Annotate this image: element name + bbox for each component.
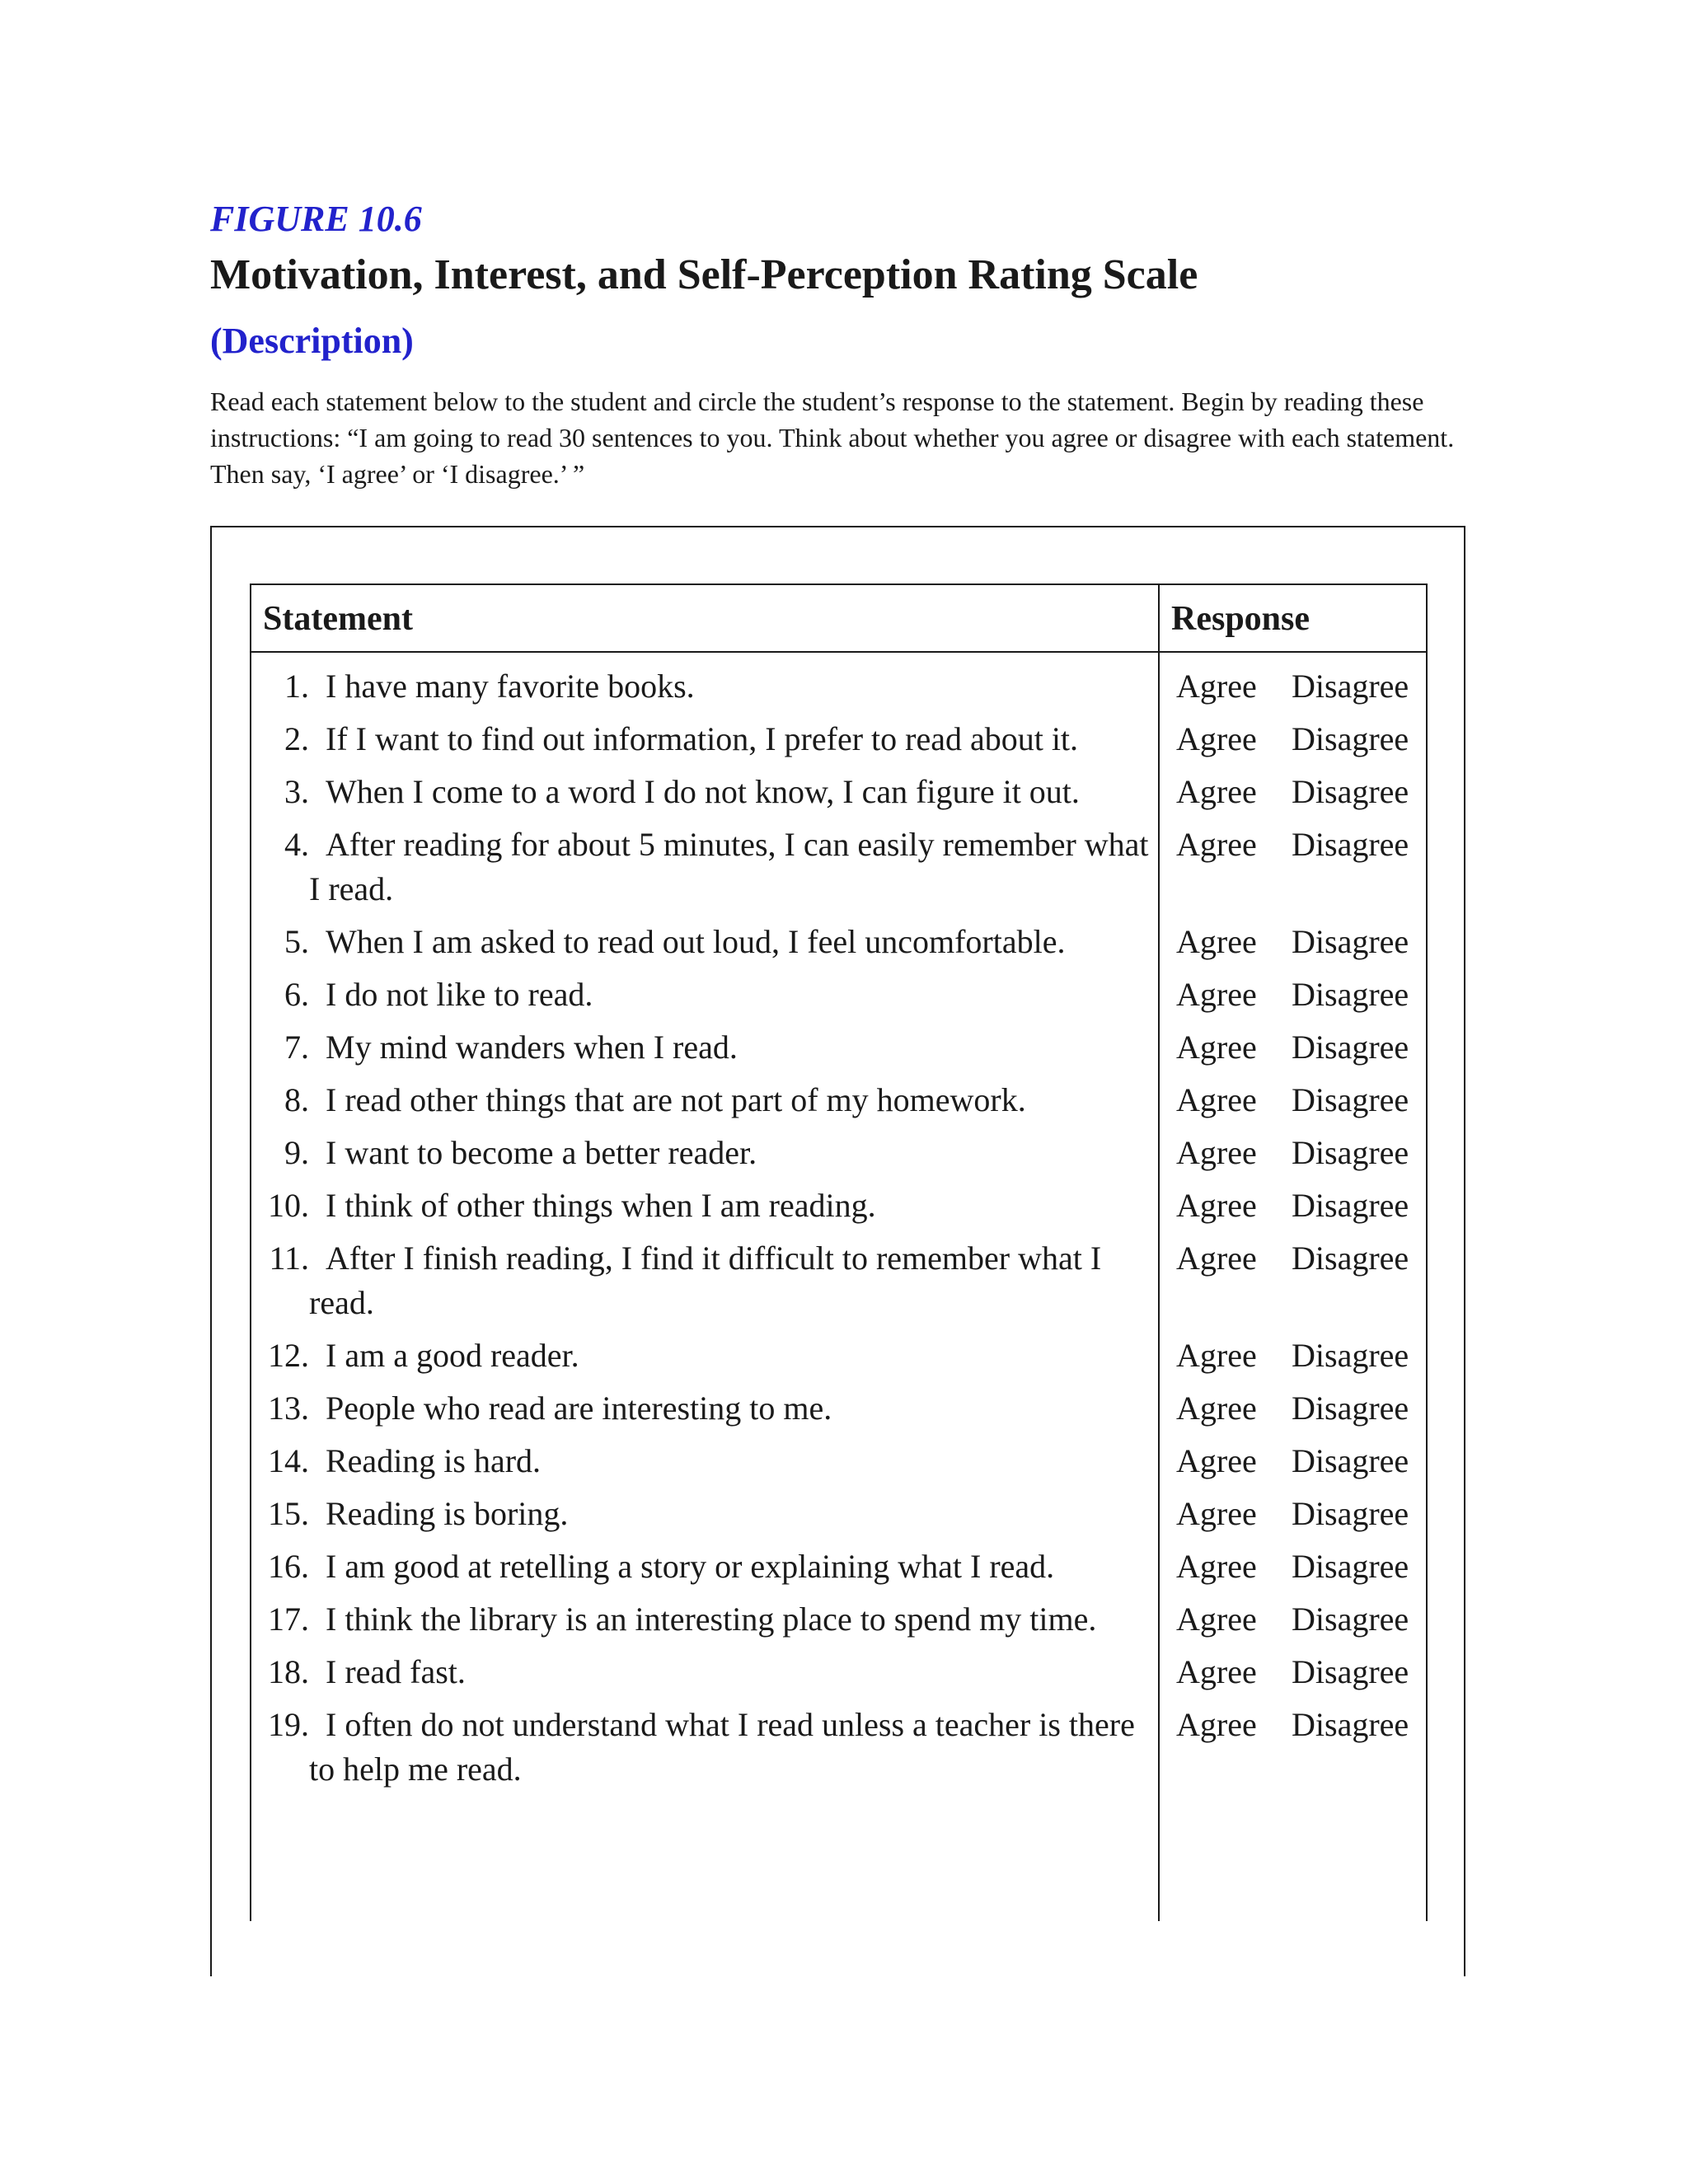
table-row bbox=[251, 1131, 1426, 1175]
table-row bbox=[251, 1386, 1426, 1431]
agree-option[interactable]: Agree bbox=[1176, 668, 1257, 705]
table-row bbox=[251, 823, 1426, 912]
disagree-option[interactable]: Disagree bbox=[1292, 720, 1409, 757]
table-row bbox=[251, 1183, 1426, 1228]
table-header-row bbox=[251, 585, 1426, 653]
agree-option[interactable]: Agree bbox=[1176, 1337, 1257, 1374]
agree-option[interactable]: Agree bbox=[1176, 1134, 1257, 1171]
response-cell bbox=[1176, 1544, 1409, 1589]
statement-cell bbox=[251, 920, 1154, 964]
statement-cell bbox=[251, 1131, 1154, 1175]
agree-option[interactable]: Agree bbox=[1176, 1706, 1257, 1743]
disagree-option[interactable]: Disagree bbox=[1292, 1601, 1409, 1638]
agree-option[interactable]: Agree bbox=[1176, 826, 1257, 863]
response-cell bbox=[1176, 1183, 1409, 1228]
disagree-option[interactable]: Disagree bbox=[1292, 1442, 1409, 1479]
statement-text: Reading is hard. bbox=[326, 1442, 542, 1479]
statement-number: 15. bbox=[268, 1495, 309, 1532]
statement-header: Statement bbox=[263, 600, 413, 638]
disagree-option[interactable]: Disagree bbox=[1292, 1187, 1409, 1224]
agree-option[interactable]: Agree bbox=[1176, 1653, 1257, 1690]
statement-text: People who read are interesting to me. bbox=[326, 1390, 832, 1427]
agree-option[interactable]: Agree bbox=[1176, 923, 1257, 960]
response-cell bbox=[1176, 972, 1409, 1017]
statement-cell bbox=[251, 1333, 1154, 1378]
agree-option[interactable]: Agree bbox=[1176, 1081, 1257, 1118]
response-cell bbox=[1176, 770, 1409, 814]
table-row bbox=[251, 1333, 1426, 1378]
response-cell bbox=[1176, 1333, 1409, 1378]
statement-cell bbox=[251, 664, 1154, 709]
statement-text: If I want to find out information, I prefer to read about it. bbox=[326, 720, 1079, 757]
table-row bbox=[251, 920, 1426, 964]
disagree-option[interactable]: Disagree bbox=[1292, 976, 1409, 1013]
table-row bbox=[251, 1078, 1426, 1122]
statement-number: 8. bbox=[284, 1081, 309, 1118]
statement-number: 11. bbox=[269, 1240, 309, 1277]
description-link[interactable]: (Description) bbox=[210, 321, 414, 361]
statement-cell bbox=[251, 717, 1154, 762]
statement-cell bbox=[251, 1386, 1154, 1431]
statement-text: After I finish reading, I find it difficult to remember what I read. bbox=[309, 1240, 1102, 1321]
response-cell bbox=[1176, 1703, 1409, 1747]
response-cell bbox=[1176, 1025, 1409, 1070]
agree-option[interactable]: Agree bbox=[1176, 1442, 1257, 1479]
statement-text: After reading for about 5 minutes, I can easily remember what I read. bbox=[309, 826, 1149, 907]
statement-text: Reading is boring. bbox=[326, 1495, 569, 1532]
disagree-option[interactable]: Disagree bbox=[1292, 668, 1409, 705]
agree-option[interactable]: Agree bbox=[1176, 1029, 1257, 1066]
table-row bbox=[251, 770, 1426, 814]
statement-number: 1. bbox=[284, 668, 309, 705]
statement-number: 4. bbox=[284, 826, 309, 863]
statement-cell bbox=[251, 1078, 1154, 1122]
statement-number: 12. bbox=[268, 1337, 309, 1374]
disagree-option[interactable]: Disagree bbox=[1292, 1653, 1409, 1690]
statement-number: 10. bbox=[268, 1187, 309, 1224]
disagree-option[interactable]: Disagree bbox=[1292, 1240, 1409, 1277]
statement-text: I have many favorite books. bbox=[326, 668, 695, 705]
statement-cell bbox=[251, 770, 1154, 814]
statement-cell bbox=[251, 1544, 1154, 1589]
response-cell bbox=[1176, 1386, 1409, 1431]
statement-number: 17. bbox=[268, 1601, 309, 1638]
disagree-option[interactable]: Disagree bbox=[1292, 826, 1409, 863]
statement-cell bbox=[251, 1492, 1154, 1536]
statement-text: My mind wanders when I read. bbox=[326, 1029, 738, 1066]
table-row bbox=[251, 1650, 1426, 1694]
agree-option[interactable]: Agree bbox=[1176, 1548, 1257, 1585]
disagree-option[interactable]: Disagree bbox=[1292, 1134, 1409, 1171]
statement-number: 7. bbox=[284, 1029, 309, 1066]
statement-text: When I am asked to read out loud, I feel uncomfortable. bbox=[326, 923, 1066, 960]
statement-text: I read fast. bbox=[326, 1653, 466, 1690]
disagree-option[interactable]: Disagree bbox=[1292, 773, 1409, 810]
response-header: Response bbox=[1171, 600, 1311, 638]
agree-option[interactable]: Agree bbox=[1176, 976, 1257, 1013]
statement-number: 5. bbox=[284, 923, 309, 960]
statement-number: 18. bbox=[268, 1653, 309, 1690]
agree-option[interactable]: Agree bbox=[1176, 720, 1257, 757]
rating-scale-table bbox=[250, 583, 1428, 1921]
response-cell bbox=[1176, 823, 1409, 867]
disagree-option[interactable]: Disagree bbox=[1292, 1548, 1409, 1585]
statement-text: I think the library is an interesting place to spend my time. bbox=[326, 1601, 1097, 1638]
agree-option[interactable]: Agree bbox=[1176, 1495, 1257, 1532]
table-row bbox=[251, 1492, 1426, 1536]
statement-number: 19. bbox=[268, 1706, 309, 1743]
statement-number: 9. bbox=[284, 1134, 309, 1171]
statement-number: 14. bbox=[268, 1442, 309, 1479]
response-cell bbox=[1176, 1597, 1409, 1642]
table-row bbox=[251, 1236, 1426, 1325]
table-row bbox=[251, 1025, 1426, 1070]
disagree-option[interactable]: Disagree bbox=[1292, 1390, 1409, 1427]
statement-number: 13. bbox=[268, 1390, 309, 1427]
table-row bbox=[251, 664, 1426, 709]
disagree-option[interactable]: Disagree bbox=[1292, 923, 1409, 960]
agree-option[interactable]: Agree bbox=[1176, 1187, 1257, 1224]
instructions-text: Read each statement below to the student and circle the student’s response to the statement. Begin by reading these instructions: “I am going to read 30 sentences to you. Think about whether you agree or disagree with each statement. Then say, ‘I agree’ or ‘I disagree.’ ” bbox=[210, 387, 1455, 489]
statement-cell bbox=[251, 823, 1154, 912]
response-cell bbox=[1176, 1236, 1409, 1281]
statement-cell bbox=[251, 1703, 1154, 1792]
disagree-option[interactable]: Disagree bbox=[1292, 1337, 1409, 1374]
statement-text: I am a good reader. bbox=[326, 1337, 579, 1374]
response-cell bbox=[1176, 717, 1409, 762]
statement-number: 6. bbox=[284, 976, 309, 1013]
table-row bbox=[251, 717, 1426, 762]
agree-option[interactable]: Agree bbox=[1176, 1240, 1257, 1277]
table-body bbox=[251, 664, 1426, 1800]
statement-number: 2. bbox=[284, 720, 309, 757]
statement-text: I think of other things when I am reading. bbox=[326, 1187, 876, 1224]
statement-cell bbox=[251, 1025, 1154, 1070]
disagree-option[interactable]: Disagree bbox=[1292, 1706, 1409, 1743]
statement-text: I want to become a better reader. bbox=[326, 1134, 757, 1171]
statement-cell bbox=[251, 1650, 1154, 1694]
response-cell bbox=[1176, 1492, 1409, 1536]
statement-number: 16. bbox=[268, 1548, 309, 1585]
figure-label: FIGURE 10.6 bbox=[210, 199, 422, 239]
response-cell bbox=[1176, 664, 1409, 709]
statement-cell bbox=[251, 1439, 1154, 1483]
response-cell bbox=[1176, 1131, 1409, 1175]
figure-title: Motivation, Interest, and Self-Perception Rating Scale bbox=[210, 251, 1198, 298]
table-row bbox=[251, 1544, 1426, 1589]
statement-cell bbox=[251, 1597, 1154, 1642]
response-cell bbox=[1176, 920, 1409, 964]
statement-text: I do not like to read. bbox=[326, 976, 593, 1013]
response-cell bbox=[1176, 1439, 1409, 1483]
statement-text: I am good at retelling a story or explaining what I read. bbox=[326, 1548, 1055, 1585]
agree-option[interactable]: Agree bbox=[1176, 1601, 1257, 1638]
table-row bbox=[251, 1439, 1426, 1483]
statement-cell bbox=[251, 972, 1154, 1017]
statement-text: I often do not understand what I read unless a teacher is there to help me read. bbox=[309, 1706, 1135, 1788]
response-cell bbox=[1176, 1078, 1409, 1122]
table-row bbox=[251, 1703, 1426, 1792]
disagree-option[interactable]: Disagree bbox=[1292, 1495, 1409, 1532]
table-row bbox=[251, 972, 1426, 1017]
statement-text: I read other things that are not part of my homework. bbox=[326, 1081, 1026, 1118]
statement-number: 3. bbox=[284, 773, 309, 810]
agree-option[interactable]: Agree bbox=[1176, 1390, 1257, 1427]
agree-option[interactable]: Agree bbox=[1176, 773, 1257, 810]
table-row bbox=[251, 1597, 1426, 1642]
statement-text: When I come to a word I do not know, I can figure it out. bbox=[326, 773, 1080, 810]
disagree-option[interactable]: Disagree bbox=[1292, 1081, 1409, 1118]
response-cell bbox=[1176, 1650, 1409, 1694]
disagree-option[interactable]: Disagree bbox=[1292, 1029, 1409, 1066]
statement-cell bbox=[251, 1183, 1154, 1228]
statement-cell bbox=[251, 1236, 1154, 1325]
